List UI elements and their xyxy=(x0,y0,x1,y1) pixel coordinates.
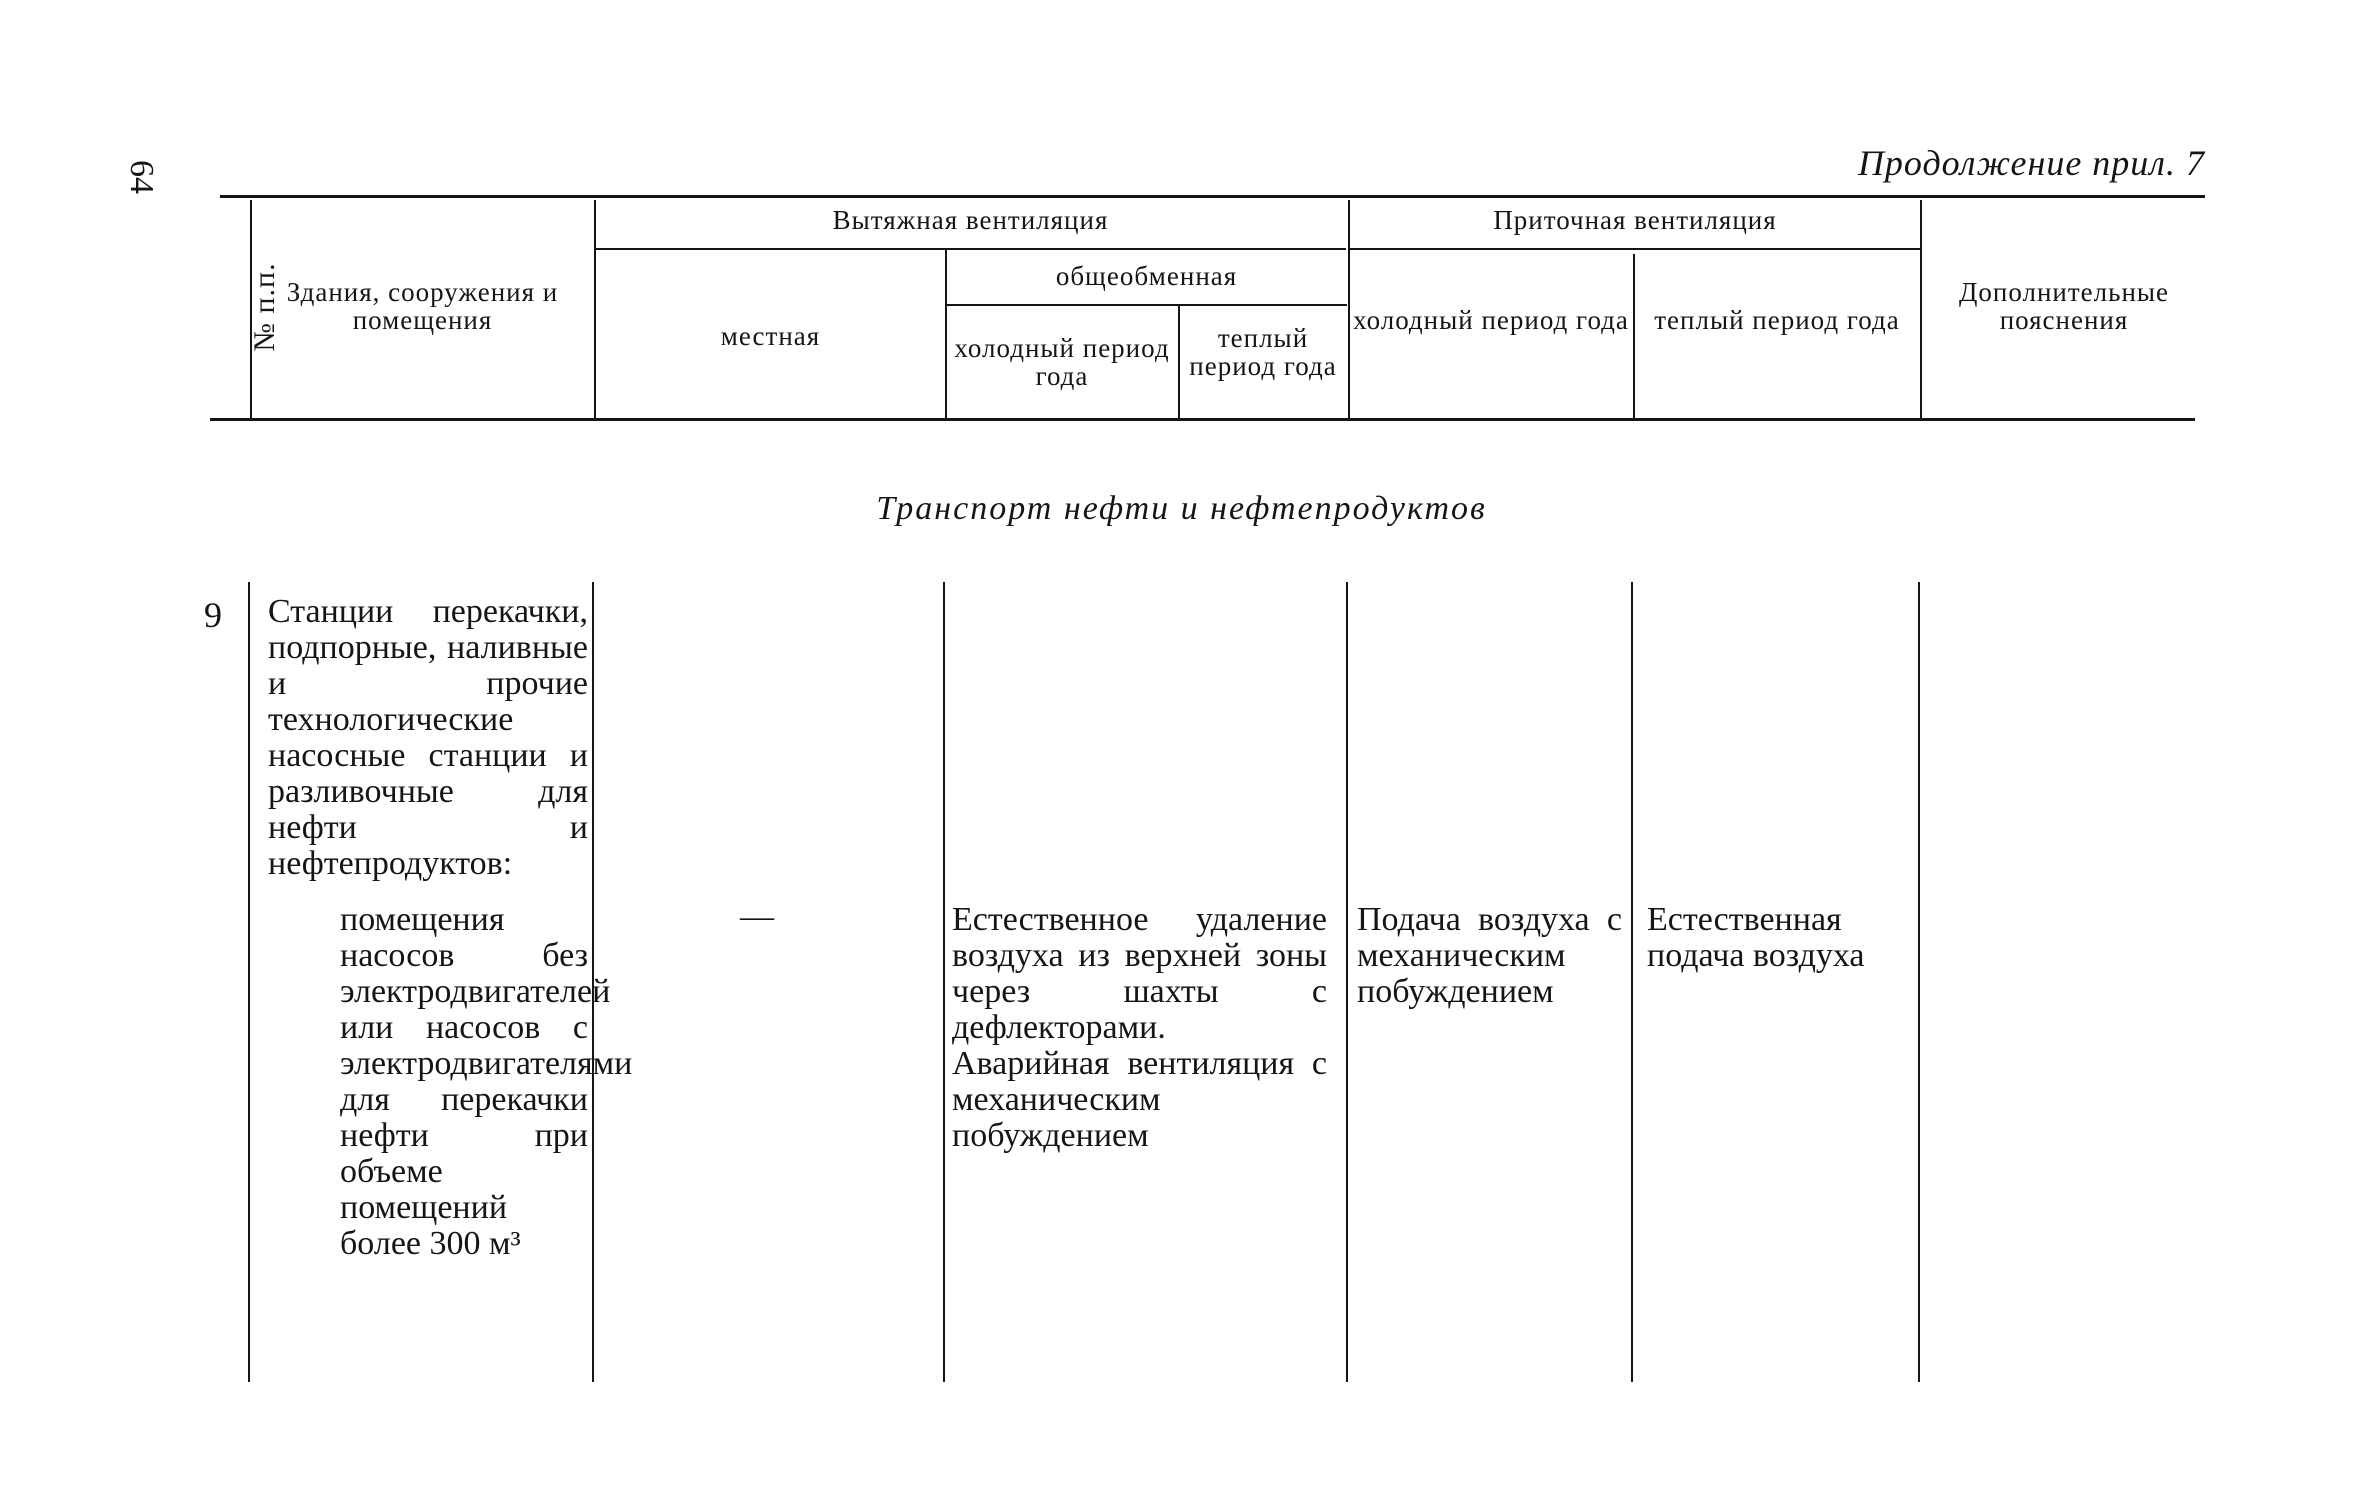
header-subrule xyxy=(947,304,1347,306)
header-subrule xyxy=(1350,248,1920,250)
body-divider xyxy=(1346,582,1348,1382)
page-number: 64 xyxy=(123,160,160,194)
exhaust-cold-value: Естественное удаление воздуха из верхней зоны через шахты с дефлекторами. Аварийная вентиляция с механическим побуждением xyxy=(952,901,1327,1154)
header-exhaust: Вытяжная вентиляция xyxy=(832,205,1109,235)
header-notes: Дополнительные пояснения xyxy=(1958,277,2170,336)
continuation-label: Продолжение прил. 7 xyxy=(1857,143,2205,183)
row-description: Станции перекачки, подпорные, наливные и прочие технологические насосные станции и разливочные для нефти и нефтепродуктов: xyxy=(268,593,588,882)
header-divider xyxy=(594,200,596,418)
header-supply: Приточная вентиляция xyxy=(1493,205,1777,235)
row-subitem: помещения насосов без электродвигателей или насосов с электродвигателями для перекачки нефти при объеме помещений более 300 м³ xyxy=(340,901,633,1262)
body-divider xyxy=(1918,582,1920,1382)
header-exhaust-warm: теплый период года xyxy=(1189,323,1337,382)
section-title: Транспорт нефти и нефтепродуктов xyxy=(876,490,1487,527)
body-divider xyxy=(943,582,945,1382)
supply-warm-value: Естественная подача воздуха xyxy=(1647,901,1865,974)
supply-cold-value: Подача воздуха с механическим побуждением xyxy=(1357,901,1622,1010)
header-divider xyxy=(1920,200,1922,418)
header-subrule xyxy=(596,248,1346,250)
table-top-rule xyxy=(220,195,2205,198)
local-exhaust-value: — xyxy=(740,898,774,935)
body-divider xyxy=(1631,582,1633,1382)
header-divider xyxy=(1348,200,1350,418)
header-exhaust-cold: холодный период года xyxy=(954,333,1170,392)
header-divider xyxy=(945,248,947,418)
table-header-bottom-rule xyxy=(210,418,2195,421)
row-number: 9 xyxy=(204,595,222,635)
body-divider xyxy=(248,582,250,1382)
header-divider xyxy=(1178,306,1180,418)
header-number-column: № п.п. xyxy=(248,262,281,352)
header-general: общеобменная xyxy=(1055,261,1238,291)
header-local: местная xyxy=(720,321,821,351)
header-divider xyxy=(1633,254,1635,418)
header-buildings: Здания, сооружения и помещения xyxy=(286,277,559,336)
header-supply-warm: теплый период года xyxy=(1654,305,1900,335)
header-supply-cold: холодный период года xyxy=(1353,305,1629,335)
